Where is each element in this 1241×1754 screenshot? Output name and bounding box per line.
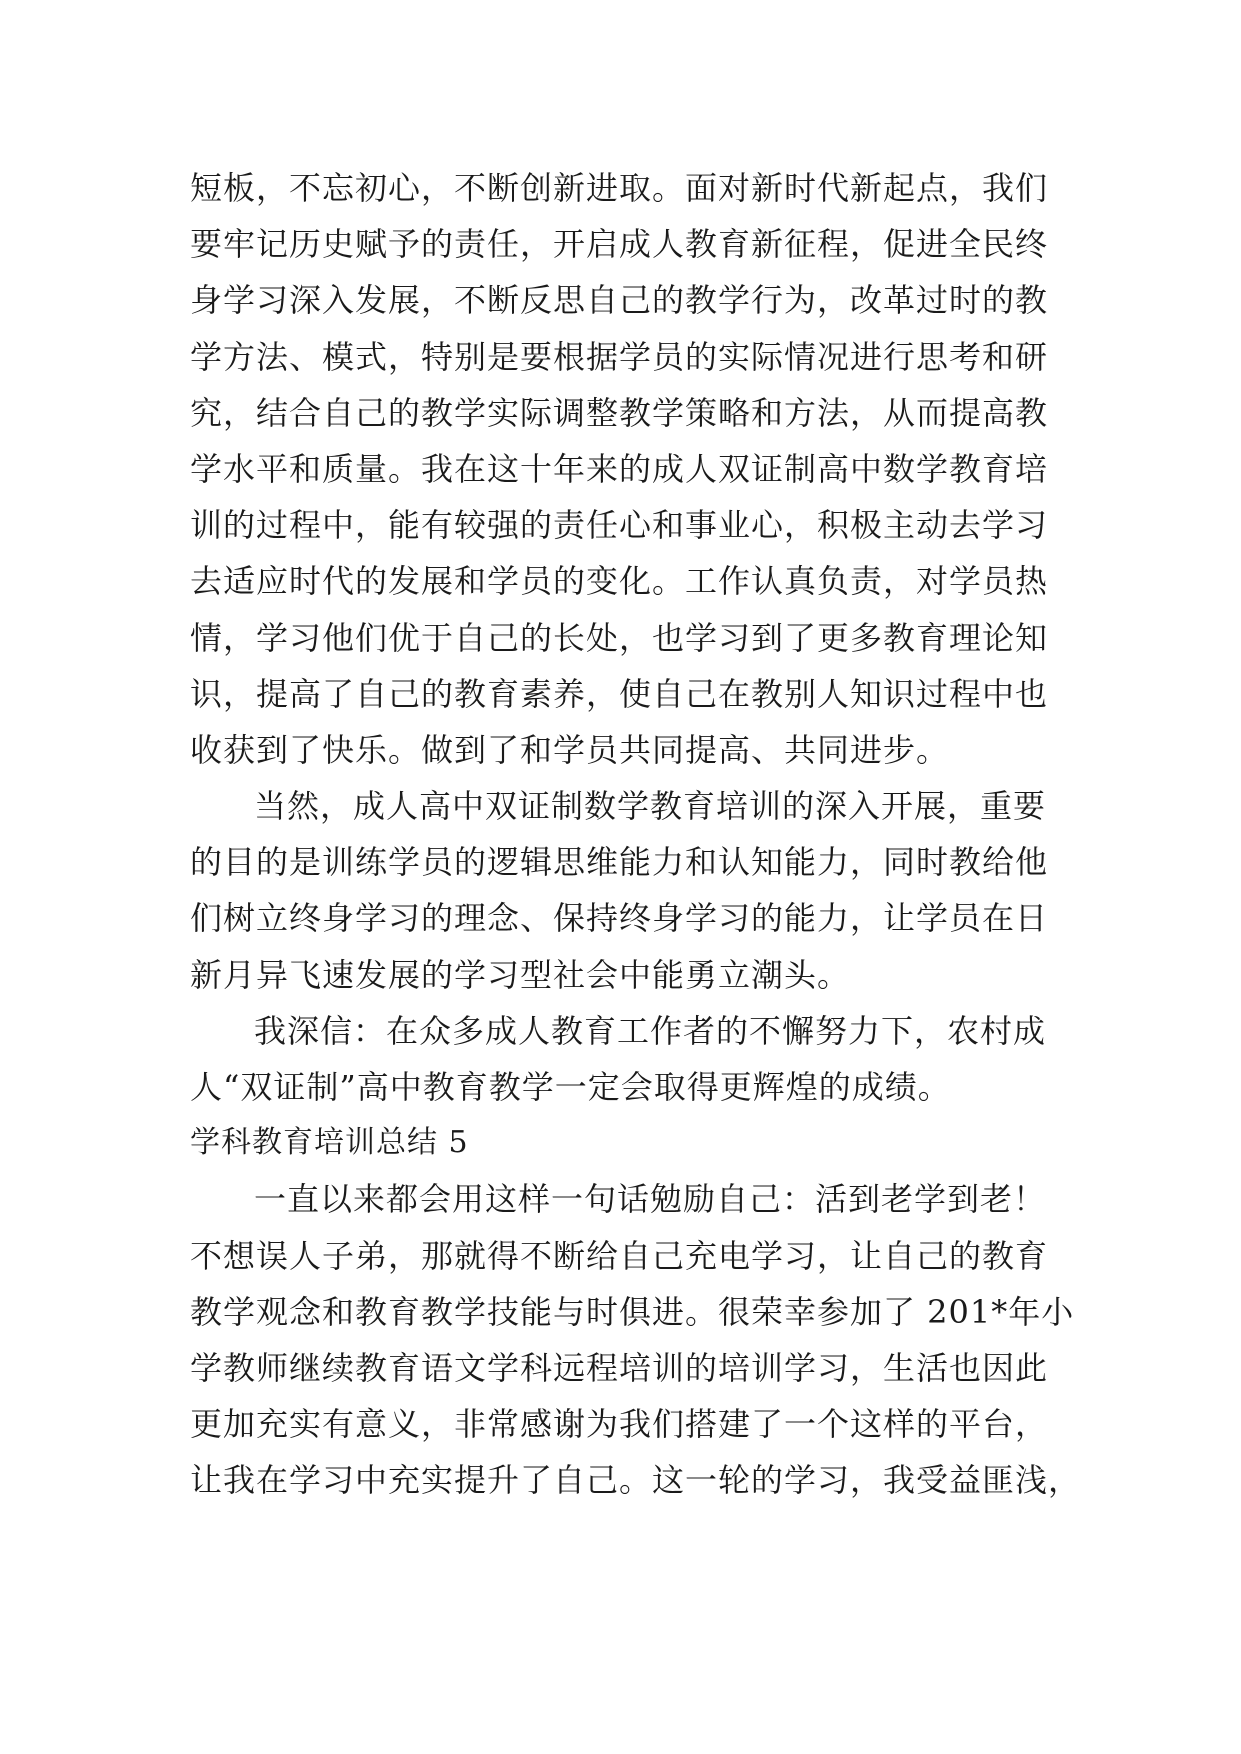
text-line: 识，提高了自己的教育素养，使自己在教别人知识过程中也 [190,674,1049,713]
text-line: 们树立终身学习的理念、保持终身学习的能力，让学员在日 [190,899,1049,938]
text-line: 教学观念和教育教学技能与时俱进。很荣幸参加了 201*年小 [190,1292,1075,1331]
section-heading: 学科教育培训总结 5 [190,1125,469,1161]
text-line: 我深信：在众多成人教育工作者的不懈努力下，农村成 [254,1011,1047,1050]
paragraph-4 [190,1171,1082,1508]
paragraph-2 [190,778,1060,1003]
text-line: 当然，成人高中双证制数学教育培训的深入开展，重要 [254,787,1047,826]
text-line: 短板，不忘初心，不断创新进取。面对新时代新起点，我们 [190,169,1049,207]
text-line: 学水平和质量。我在这十年来的成人双证制高中数学教育培 [190,449,1049,488]
text-line: 让我在学习中充实提升了自己。这一轮的学习，我受益匪浅， [190,1461,1082,1500]
text-line: 学教师继续教育语文学科远程培训的培训学习，生活也因此 [190,1348,1049,1387]
paragraph-1 [190,160,1060,778]
text-line: 人“双证制”高中教育教学一定会取得更辉煌的成绩。 [190,1068,951,1106]
text-line: 收获到了快乐。做到了和学员共同提高、共同进步。 [190,730,950,769]
text-line: 要牢记历史赋予的责任，开启成人教育新征程，促进全民终 [190,225,1049,264]
text-line: 更加充实有意义，非常感谢为我们搭建了一个这样的平台， [190,1405,1049,1444]
text-line: 身学习深入发展，不断反思自己的教学行为，改革过时的教 [190,281,1049,320]
text-line: 究，结合自己的教学实际调整教学策略和方法，从而提高教 [190,393,1049,432]
document-body [190,160,1082,1509]
text-line: 新月异飞速发展的学习型社会中能勇立潮头。 [190,955,851,994]
text-line: 的目的是训练学员的逻辑思维能力和认知能力，同时教给他 [190,843,1049,882]
text-line: 学方法、模式，特别是要根据学员的实际情况进行思考和研 [190,337,1049,376]
paragraph-3 [190,1003,1060,1115]
text-line: 情，学习他们优于自己的长处，也学习到了更多教育理论知 [190,618,1049,657]
text-line: 不想误人子弟，那就得不断给自己充电学习，让自己的教育 [190,1236,1049,1275]
text-line: 一直以来都会用这样一句话勉励自己：活到老学到老！ [254,1180,1047,1219]
text-line: 训的过程中，能有较强的责任心和事业心，积极主动去学习 [190,506,1049,545]
text-line: 去适应时代的发展和学员的变化。工作认真负责，对学员热 [190,562,1049,601]
